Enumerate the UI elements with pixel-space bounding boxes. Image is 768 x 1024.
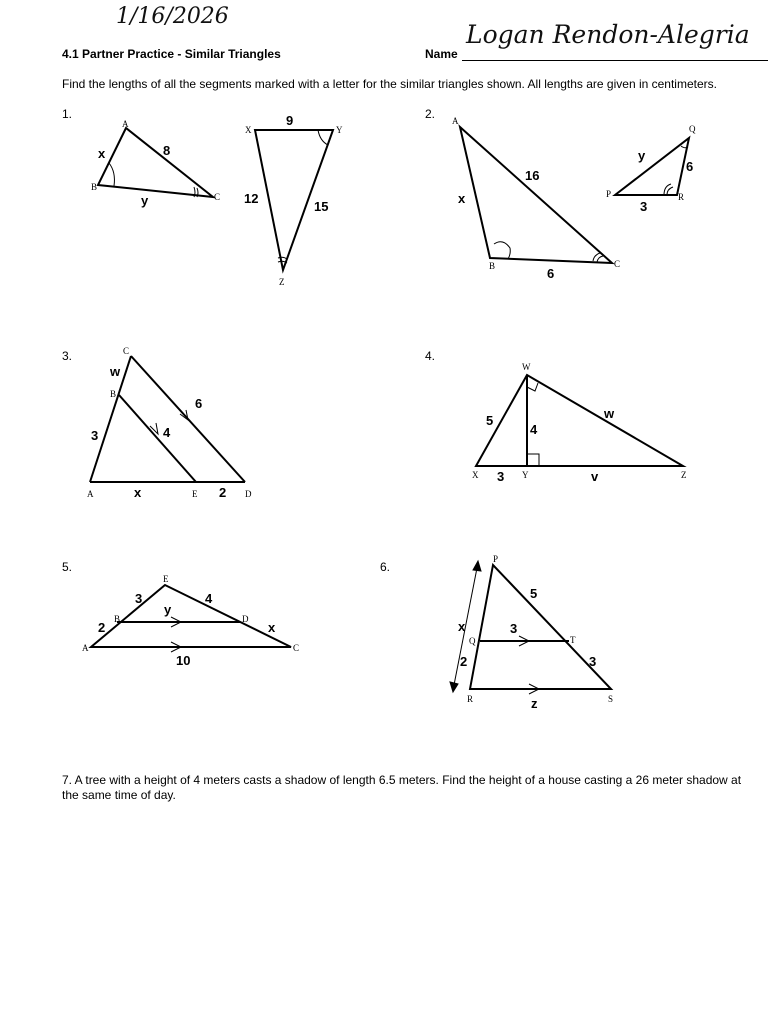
problem-6-number: 6.: [380, 560, 391, 574]
segment-label: x: [458, 619, 466, 634]
vertex-label: X: [472, 470, 479, 480]
segment-label: 15: [314, 199, 329, 214]
segment-label: 5: [486, 413, 494, 428]
segment-label: 6: [195, 396, 203, 411]
worksheet-title: 4.1 Partner Practice - Similar Triangles: [62, 47, 281, 61]
problem-3-number: 3.: [62, 349, 73, 363]
segment-label: 2: [460, 654, 468, 669]
problem-2-triangle-abc: [460, 127, 612, 263]
vertex-label: Q: [469, 636, 476, 646]
segment-label: 9: [286, 113, 294, 128]
problem-3-text: [87, 346, 252, 500]
problem-6-figure: [450, 561, 611, 694]
vertex-label: Z: [279, 277, 285, 287]
vertex-label: S: [608, 694, 614, 704]
name-label: Name: [425, 47, 458, 61]
vertex-label: Q: [689, 124, 696, 134]
vertex-label: R: [678, 192, 685, 202]
vertex-label: B: [114, 614, 121, 624]
segment-label: 4: [163, 425, 171, 440]
vertex-label: P: [493, 554, 499, 564]
vertex-label: B: [489, 261, 496, 271]
problem-2-number: 2.: [425, 107, 436, 121]
segment-label: 4: [530, 422, 538, 437]
problem-5-figure: [91, 585, 291, 652]
vertex-label: Y: [336, 125, 343, 135]
segment-label: 2: [219, 485, 227, 500]
segment-label: 3: [135, 591, 143, 606]
problem-1-triangle-abc: [98, 128, 213, 197]
vertex-label: W: [522, 362, 531, 372]
vertex-label: A: [87, 489, 94, 499]
question-7: 7. A tree with a height of 4 meters casts a shadow of length 6.5 meters. Find the height of a house casting a 26 meter shadow at the same time of day.: [62, 773, 742, 802]
problem-4-number: 4.: [425, 349, 436, 363]
vertex-label: R: [467, 694, 474, 704]
segment-label: y: [638, 148, 646, 163]
vertex-label: X: [245, 125, 252, 135]
problem-5-number: 5.: [62, 560, 73, 574]
problem-1-number: 1.: [62, 107, 73, 121]
vertex-label: A: [122, 119, 129, 129]
handwritten-student-name: Logan Rendon-Alegria: [466, 20, 750, 49]
vertex-label: C: [123, 346, 130, 356]
instructions: Find the lengths of all the segments marked with a letter for the similar triangles shown. All lengths are given in centimeters.: [62, 77, 717, 91]
vertex-label: D: [242, 614, 249, 624]
segment-label: 3: [91, 428, 99, 443]
segment-label: w: [604, 406, 615, 421]
segment-label: x: [98, 146, 106, 161]
segment-label: 10: [176, 653, 191, 668]
segment-label: z: [531, 696, 538, 711]
segment-label: y: [164, 602, 172, 617]
segment-label: y: [141, 193, 149, 208]
vertex-label: C: [293, 643, 300, 653]
vertex-label: D: [245, 489, 252, 499]
vertex-label: B: [91, 182, 98, 192]
problem-4-figure: [476, 375, 683, 466]
vertex-label: C: [614, 259, 621, 269]
vertex-label: B: [110, 389, 117, 399]
segment-label: 4: [205, 591, 213, 606]
segment-label: 3: [589, 654, 597, 669]
vertex-label: A: [452, 116, 459, 126]
segment-label: 8: [163, 143, 171, 158]
segment-label: 16: [525, 168, 540, 183]
segment-label: x: [134, 485, 142, 500]
segment-label: 12: [244, 191, 259, 206]
vertex-label: A: [82, 643, 89, 653]
segment-label: v: [591, 469, 599, 484]
segment-label: 5: [530, 586, 538, 601]
vertex-label: P: [606, 189, 612, 199]
segment-label: 3: [510, 621, 518, 636]
vertex-label: E: [163, 574, 169, 584]
vertex-label: Y: [522, 470, 529, 480]
segment-label: x: [458, 191, 466, 206]
vertex-label: C: [214, 192, 221, 202]
handwritten-date: 1/16/2026: [116, 4, 229, 29]
problem-2-triangle-pqr: [615, 138, 689, 195]
segment-label: w: [110, 364, 121, 379]
vertex-label: Z: [681, 470, 687, 480]
segment-label: 6: [686, 159, 694, 174]
segment-label: x: [268, 620, 276, 635]
vertex-label: T: [570, 635, 576, 645]
vertex-label: E: [192, 489, 198, 499]
segment-label: 6: [547, 266, 555, 281]
segment-label: 3: [497, 469, 505, 484]
segment-label: 2: [98, 620, 106, 635]
segment-label: 3: [640, 199, 648, 214]
problem-1-text: [91, 113, 343, 287]
